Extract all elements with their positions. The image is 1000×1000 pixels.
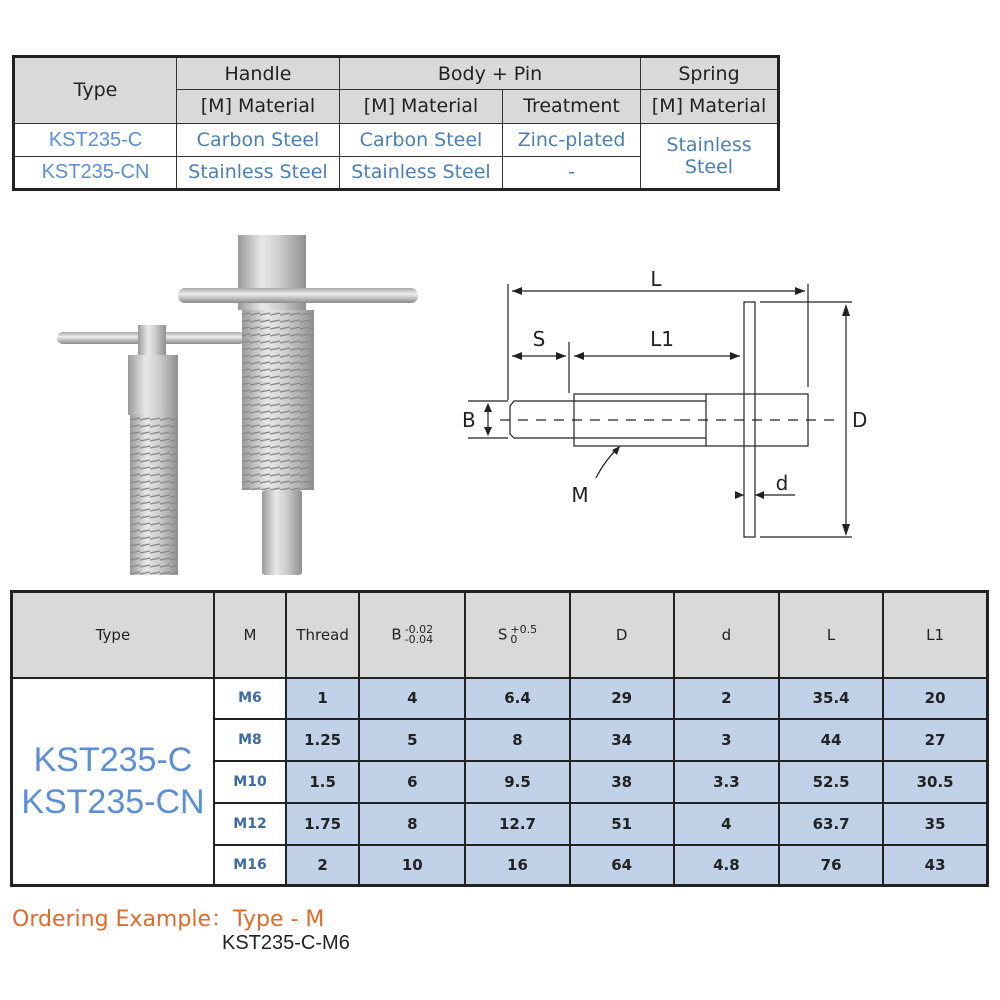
label-S: S xyxy=(532,327,546,351)
label-L1: L1 xyxy=(650,327,674,351)
material-table xyxy=(12,55,780,191)
L1-cell: 43 xyxy=(883,845,987,885)
D-cell: 34 xyxy=(570,719,674,761)
D-cell: 64 xyxy=(570,845,674,885)
ordering-example-label: Ordering Example：Type - M xyxy=(12,907,325,932)
header-s xyxy=(465,592,569,678)
b-cell: 6 xyxy=(359,761,465,803)
L1-cell: 20 xyxy=(883,678,987,719)
m-cell: M16 xyxy=(214,845,286,885)
product-photo xyxy=(40,225,440,585)
spring-material-cell xyxy=(641,123,779,190)
label-B: B xyxy=(462,408,476,432)
m-cell: M12 xyxy=(214,803,286,845)
d-cell: 2 xyxy=(674,678,779,719)
header-handle: Handle xyxy=(177,57,340,90)
small-pin xyxy=(57,325,245,575)
s-cell: 16 xyxy=(465,845,569,885)
thread-cell: 1.75 xyxy=(286,803,359,845)
header-body-treatment: Treatment xyxy=(503,90,641,123)
s-cell: 12.7 xyxy=(465,803,569,845)
large-pin xyxy=(178,235,418,575)
header-spring-material: [M] Material xyxy=(641,90,779,123)
type-cell: KST235-C xyxy=(14,123,177,156)
header-body-pin: Body + Pin xyxy=(340,57,641,90)
header-D: D xyxy=(570,592,674,678)
thread-cell: 1.25 xyxy=(286,719,359,761)
header-handle-material: [M] Material xyxy=(177,90,340,123)
header-d: d xyxy=(674,592,779,678)
spring-material-line2: Steel xyxy=(684,155,734,178)
s-tolerance: +0.5 0 xyxy=(510,622,538,646)
header-type: Type xyxy=(12,592,214,678)
label-L: L xyxy=(650,267,662,291)
s-cell: 6.4 xyxy=(465,678,569,719)
L1-cell: 27 xyxy=(883,719,987,761)
treatment-cell: Zinc-plated xyxy=(503,123,641,156)
handle-material-cell: Carbon Steel xyxy=(177,123,340,156)
header-thread: Thread xyxy=(286,592,359,678)
body-material-cell: Stainless Steel xyxy=(340,156,503,189)
type-cell: KST235-CN xyxy=(14,156,177,189)
spring-material-line1: Stainless xyxy=(666,133,752,156)
L-cell: 52.5 xyxy=(779,761,883,803)
d-cell: 3 xyxy=(674,719,779,761)
D-cell: 51 xyxy=(570,803,674,845)
header-body-material: [M] Material xyxy=(340,90,503,123)
header-b-label: B xyxy=(391,625,402,644)
L-cell: 76 xyxy=(779,845,883,885)
m-cell: M6 xyxy=(214,678,286,719)
s-cell: 9.5 xyxy=(465,761,569,803)
dimension-diagram xyxy=(450,260,880,550)
handle-material-cell: Stainless Steel xyxy=(177,156,340,189)
type-cell xyxy=(12,678,214,886)
label-M: M xyxy=(571,483,589,507)
material-row xyxy=(14,123,779,156)
body-material-cell: Carbon Steel xyxy=(340,123,503,156)
d-cell: 4.8 xyxy=(674,845,779,885)
type-line1: KST235-C xyxy=(33,741,193,780)
b-tolerance: -0.02 -0.04 xyxy=(404,622,434,646)
header-b xyxy=(359,592,465,678)
header-L1: L1 xyxy=(883,592,987,678)
type-line2: KST235-CN xyxy=(21,783,205,822)
L-cell: 35.4 xyxy=(779,678,883,719)
treatment-cell: - xyxy=(503,156,641,189)
thread-cell: 1 xyxy=(286,678,359,719)
header-s-label: S xyxy=(497,625,508,644)
d-cell: 4 xyxy=(674,803,779,845)
s-cell: 8 xyxy=(465,719,569,761)
header-type: Type xyxy=(14,57,177,124)
spec-table xyxy=(10,590,989,887)
L1-cell: 30.5 xyxy=(883,761,987,803)
L1-cell: 35 xyxy=(883,803,987,845)
label-d: d xyxy=(775,471,789,495)
b-cell: 5 xyxy=(359,719,465,761)
m-cell: M10 xyxy=(214,761,286,803)
d-cell: 3.3 xyxy=(674,761,779,803)
thread-cell: 2 xyxy=(286,845,359,885)
thread-cell: 1.5 xyxy=(286,761,359,803)
table-row xyxy=(12,678,988,719)
label-D: D xyxy=(852,408,868,432)
header-spring: Spring xyxy=(641,57,779,90)
L-cell: 63.7 xyxy=(779,803,883,845)
L-cell: 44 xyxy=(779,719,883,761)
header-L: L xyxy=(779,592,883,678)
header-m: M xyxy=(214,592,286,678)
m-cell: M8 xyxy=(214,719,286,761)
b-cell: 4 xyxy=(359,678,465,719)
ordering-example-value: KST235-C-M6 xyxy=(222,932,350,954)
b-cell: 10 xyxy=(359,845,465,885)
D-cell: 38 xyxy=(570,761,674,803)
D-cell: 29 xyxy=(570,678,674,719)
b-cell: 8 xyxy=(359,803,465,845)
